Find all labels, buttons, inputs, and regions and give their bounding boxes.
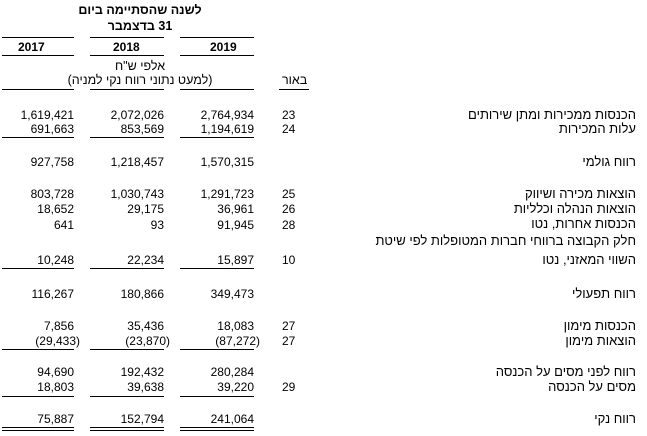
row-note-selling: 25 xyxy=(282,187,296,201)
row-equity-method-2017: 10,248 xyxy=(37,253,74,267)
row-label-other-income: הכנסות אחרות, נטו xyxy=(531,216,636,231)
row-finance-income-2017: 7,856 xyxy=(43,319,74,333)
row-note-income-tax: 29 xyxy=(282,380,296,394)
year-underline-2019b xyxy=(180,55,254,56)
note-column-header: באור xyxy=(282,73,308,87)
units-note: (למעט נתוני רווח נקי למניה) xyxy=(67,73,213,87)
year-underline-2018 xyxy=(90,37,164,38)
row-net-profit-2017: 75,887 xyxy=(37,412,74,426)
row-income-tax-2018: 39,638 xyxy=(127,380,164,394)
rule-gross-2017 xyxy=(2,137,74,138)
row-general-admin-2018: 29,175 xyxy=(127,202,164,216)
row-general-admin-2019: 36,961 xyxy=(217,202,254,216)
row-label-income-tax: מסים על הכנסה xyxy=(548,379,636,394)
row-equity-method-2018: 22,234 xyxy=(127,253,164,267)
row-label-net-profit: רווח נקי xyxy=(594,411,636,426)
rule-pretax-2017 xyxy=(2,349,74,350)
row-finance-expenses-2018: (23,870) xyxy=(125,334,170,348)
year-underline-2019 xyxy=(180,37,254,38)
rule-operating-2017 xyxy=(2,268,74,269)
row-label-selling: הוצאות מכירה ושיווק xyxy=(524,186,636,201)
row-operating-profit-2019: 349,473 xyxy=(210,287,254,301)
row-income-tax-2019: 39,220 xyxy=(217,380,254,394)
header-rule-2018 xyxy=(90,89,164,90)
rule-gross-2019 xyxy=(180,137,254,138)
row-other-income-2019: 91,945 xyxy=(217,218,254,232)
row-finance-expenses-2019: (87,272) xyxy=(215,334,260,348)
row-gross-profit-2018: 1,218,457 xyxy=(110,155,164,169)
row-operating-profit-2017: 116,267 xyxy=(31,287,74,301)
row-selling-2018: 1,030,743 xyxy=(110,187,164,201)
row-note-cost-of-sales: 24 xyxy=(282,122,296,136)
year-underline-2017 xyxy=(2,37,74,38)
row-cost-of-sales-2017: 691,663 xyxy=(30,122,74,136)
period-date: 31 בדצמבר xyxy=(107,19,173,33)
row-gross-profit-2017: 927,758 xyxy=(30,155,74,169)
row-note-revenue: 23 xyxy=(282,108,296,122)
year-underline-2018b xyxy=(90,55,164,56)
row-label-operating-profit: רווח תפעולי xyxy=(572,286,636,301)
row-label-gross-profit: רווח גולמי xyxy=(582,154,636,169)
row-label-revenue: הכנסות ממכירות ומתן שירותים xyxy=(468,107,636,122)
year-underline-2017b xyxy=(2,55,74,56)
row-cost-of-sales-2019: 1,194,619 xyxy=(200,122,254,136)
row-finance-expenses-2017: (29,433) xyxy=(35,334,80,348)
rule-operating-2019 xyxy=(180,268,254,269)
row-label-finance-income: הכנסות מימון xyxy=(563,318,636,333)
rule-net-2017 xyxy=(2,396,74,397)
row-finance-income-2018: 35,436 xyxy=(127,319,164,333)
rule-net-double-2018 xyxy=(90,427,164,431)
rule-pretax-2019 xyxy=(180,349,254,350)
row-label-cost-of-sales: עלות המכירות xyxy=(558,121,636,136)
year-2018-header: 2018 xyxy=(113,40,140,54)
row-pretax-profit-2018: 192,432 xyxy=(120,365,164,379)
row-net-profit-2018: 152,794 xyxy=(120,412,164,426)
row-net-profit-2019: 241,064 xyxy=(210,412,254,426)
rule-operating-2018 xyxy=(90,268,164,269)
row-income-tax-2017: 18,803 xyxy=(37,380,74,394)
row-gross-profit-2019: 1,570,315 xyxy=(200,155,254,169)
year-2017-header: 2017 xyxy=(18,40,45,54)
row-note-other-income: 28 xyxy=(282,218,296,232)
row-other-income-2018: 93 xyxy=(150,218,164,232)
row-finance-income-2019: 18,083 xyxy=(217,319,254,333)
row-pretax-profit-2019: 280,284 xyxy=(210,365,254,379)
year-2019-header: 2019 xyxy=(210,40,237,54)
row-selling-2019: 1,291,723 xyxy=(200,187,254,201)
row-note-general-admin: 26 xyxy=(282,202,296,216)
row-label-equity-method-line2: השווי המאזני, נטו xyxy=(542,252,636,267)
row-note-finance-income: 27 xyxy=(282,319,296,333)
row-revenue-2018: 2,072,026 xyxy=(110,108,164,122)
header-rule-2017 xyxy=(2,89,74,90)
rule-net-double-2017 xyxy=(2,427,74,431)
row-cost-of-sales-2018: 853,569 xyxy=(120,122,164,136)
row-other-income-2017: 641 xyxy=(53,218,74,232)
row-general-admin-2017: 18,652 xyxy=(37,202,74,216)
rule-pretax-2018 xyxy=(90,349,164,350)
period-heading: לשנה שהסתיימה ביום xyxy=(78,3,202,17)
row-label-general-admin: הוצאות הנהלה וכלליות xyxy=(513,201,636,216)
rule-gross-2018 xyxy=(90,137,164,138)
row-pretax-profit-2017: 94,690 xyxy=(37,365,74,379)
header-rule-2019 xyxy=(180,89,254,90)
row-label-pretax-profit: רווח לפני מסים על הכנסה xyxy=(495,364,636,379)
rule-net-double-2019 xyxy=(180,427,254,431)
rule-net-2019 xyxy=(180,396,254,397)
header-rule-note xyxy=(279,89,309,90)
units-label: אלפי ש"ח xyxy=(114,59,166,73)
row-selling-2017: 803,728 xyxy=(30,187,74,201)
row-label-equity-method-line1: חלק הקבוצה ברווחי חברות המטופלות לפי שיטת xyxy=(375,233,636,248)
row-revenue-2017: 1,619,421 xyxy=(20,108,74,122)
row-note-finance-expenses: 27 xyxy=(282,334,296,348)
rule-net-2018 xyxy=(90,396,164,397)
row-label-finance-expenses: הוצאות מימון xyxy=(565,333,636,348)
row-note-equity-method: 10 xyxy=(282,253,296,267)
row-revenue-2019: 2,764,934 xyxy=(200,108,254,122)
row-operating-profit-2018: 180,866 xyxy=(120,287,164,301)
row-equity-method-2019: 15,897 xyxy=(217,253,254,267)
